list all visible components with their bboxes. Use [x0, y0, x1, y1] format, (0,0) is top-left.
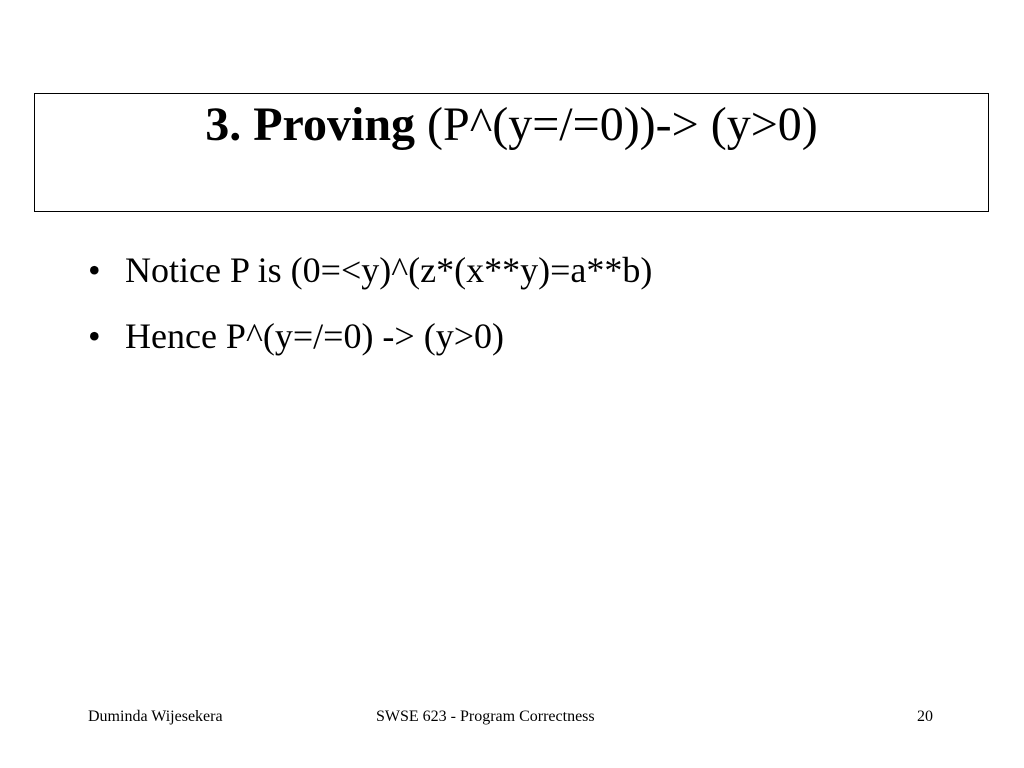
title-bold-part: 3. Proving: [205, 98, 416, 151]
bullet-icon: •: [88, 316, 101, 356]
title-formula: (P^(y=/=0))-> (y>0): [415, 98, 818, 151]
bullet-text: Notice P is (0=<y)^(z*(x**y)=a**b): [125, 250, 653, 290]
bullet-item: [88, 314, 652, 358]
bullet-icon: •: [88, 250, 101, 290]
title-box: [34, 93, 989, 212]
bullet-text: Hence P^(y=/=0) -> (y>0): [125, 316, 505, 356]
slide-title: [35, 97, 988, 153]
bullet-list: [88, 248, 652, 380]
footer-course: SWSE 623 - Program Correctness: [376, 708, 595, 725]
bullet-item: [88, 248, 652, 292]
footer-page-number: 20: [917, 708, 933, 725]
footer-author: Duminda Wijesekera: [88, 708, 223, 725]
